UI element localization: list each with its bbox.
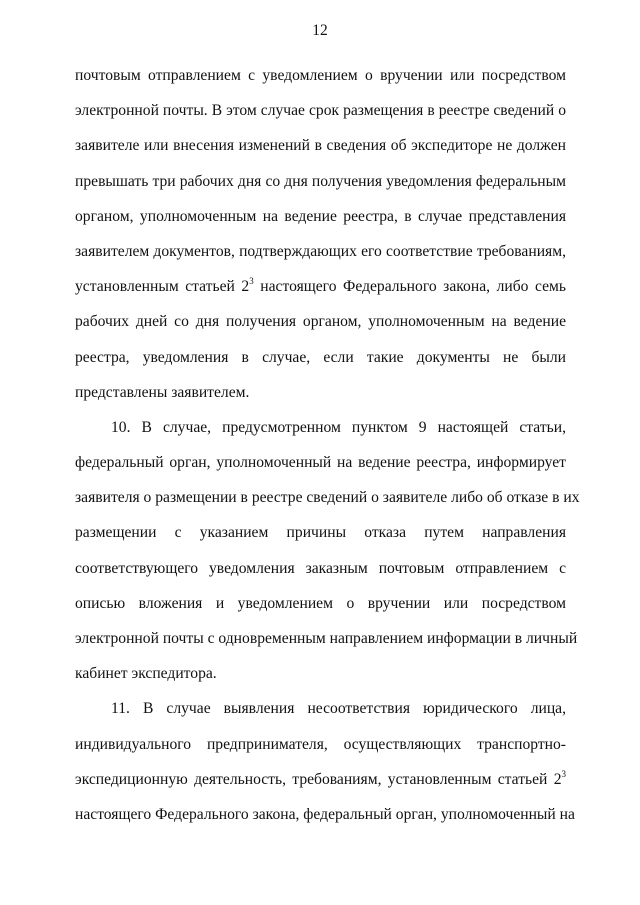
text-line [75,762,566,797]
text-segment: настоящего Федерального закона, либо семь [253,278,566,296]
text-line: представлены заявителем. [75,383,250,401]
text-line: заявителем документов, подтверждающих его соответствие требованиям, [75,242,566,260]
text-line: органом, уполномоченным на ведение реестра, в случае представления [75,207,566,225]
text-segment: экспедиционную деятельность, требованиям, установленным статьей 2 [75,770,562,788]
text-line: рабочих дней со дня получения органом, уполномоченным на ведение [75,313,566,331]
text-line: кабинет экспедитора. [75,665,217,683]
text-line: электронной почты с одновременным направлением информации в личный [75,630,578,647]
text-segment: установленным статьей 2 [75,278,250,296]
text-line: настоящего Федерального закона, федеральный орган, уполномоченный на [75,805,575,823]
text-line: соответствующего уведомления заказным почтовым отправлением с [75,559,566,577]
superscript: 3 [561,768,566,779]
superscript: 3 [249,276,254,287]
text-line: заявителя о размещении в реестре сведений о заявителе либо об отказе в их [75,489,580,507]
text-line: заявителе или внесения изменений в сведения об экспедиторе не должен [75,137,566,155]
text-line: размещении с указанием причины отказа путем направления [75,524,566,542]
text-line: электронной почты. В этом случае срок размещения в реестре сведений о [75,102,566,120]
text-line: реестра, уведомления в случае, если такие документы не были [75,348,566,366]
text-line: превышать три рабочих дня со дня получения уведомления федеральным [75,172,566,190]
text-line: индивидуального предпринимателя, осуществляющих транспортно- [75,735,566,753]
text-line: федеральный орган, уполномоченный на ведение реестра, информирует [75,454,566,472]
document-body [75,58,580,832]
text-line: почтовым отправлением с уведомлением о вручении или посредством [75,67,566,84]
paragraph-10-start: 10. В случае, предусмотренном пунктом 9 настоящей статьи, [111,418,566,436]
page-number: 12 [312,22,328,39]
text-line: описью вложения и уведомлением о вручении или посредством [75,594,566,612]
text-line [75,269,566,304]
paragraph-11-start: 11. В случае выявления несоответствия юридического лица, [111,700,566,718]
